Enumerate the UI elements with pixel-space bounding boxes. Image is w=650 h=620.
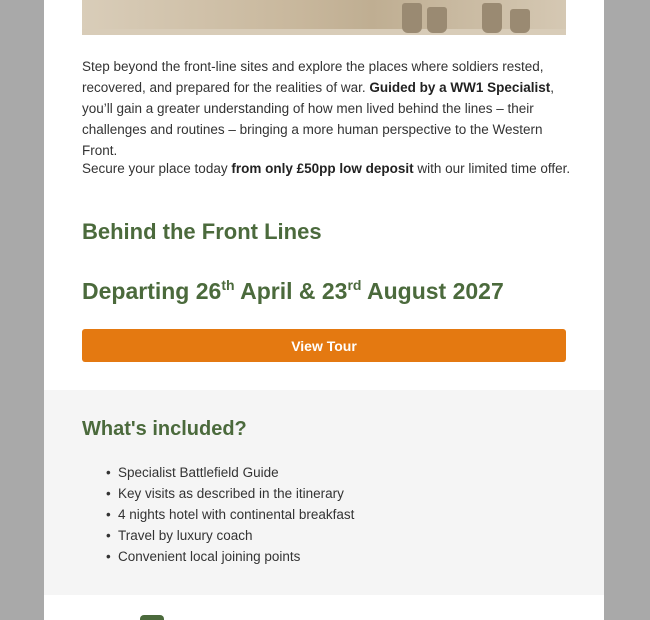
departure-prefix: Departing 26 (82, 278, 222, 304)
next-heading-peek (140, 615, 164, 620)
intro-paragraph (82, 56, 572, 161)
included-list (106, 462, 354, 567)
ordinal-suffix: rd (347, 277, 362, 293)
intro-highlight: Guided by a WW1 Specialist (369, 80, 551, 95)
view-tour-button[interactable]: View Tour (82, 329, 566, 362)
included-section (44, 390, 604, 595)
hero-image[interactable] (82, 0, 566, 35)
list-item: • Convenient local joining points (106, 546, 354, 567)
deposit-text: Secure your place today (82, 161, 232, 176)
soldier-boot (510, 9, 530, 33)
ordinal-suffix: th (221, 277, 235, 293)
soldier-boot (482, 3, 502, 33)
intro-text: Step beyond the front-line sites and explore the places where soldiers rested, recovered, and prepared for the realities of war. (82, 59, 544, 95)
included-title: What's included? (82, 418, 247, 440)
deposit-text-cont: with our limited time offer. (413, 161, 571, 176)
departure-dates (82, 274, 504, 308)
list-item: • Travel by luxury coach (106, 525, 354, 546)
departure-mid: April & 23 (234, 278, 348, 304)
list-item: • 4 nights hotel with continental breakfast (106, 504, 354, 525)
soldier-boot (402, 3, 422, 33)
deposit-paragraph (82, 158, 572, 179)
departure-suffix: August 2027 (361, 278, 504, 304)
deposit-highlight: from only £50pp low deposit (231, 161, 414, 176)
intro-text-cont: , you’ll gain a greater understanding of how men lived behind the lines – their challenges and routines – bringing a more human perspective to the Western Front. (82, 80, 554, 158)
soldier-boot (427, 7, 447, 33)
list-item: • Key visits as described in the itinerary (106, 483, 354, 504)
next-section (44, 595, 604, 620)
tour-title: Behind the Front Lines (82, 219, 322, 244)
list-item: • Specialist Battlefield Guide (106, 462, 354, 483)
email-body (44, 0, 604, 620)
